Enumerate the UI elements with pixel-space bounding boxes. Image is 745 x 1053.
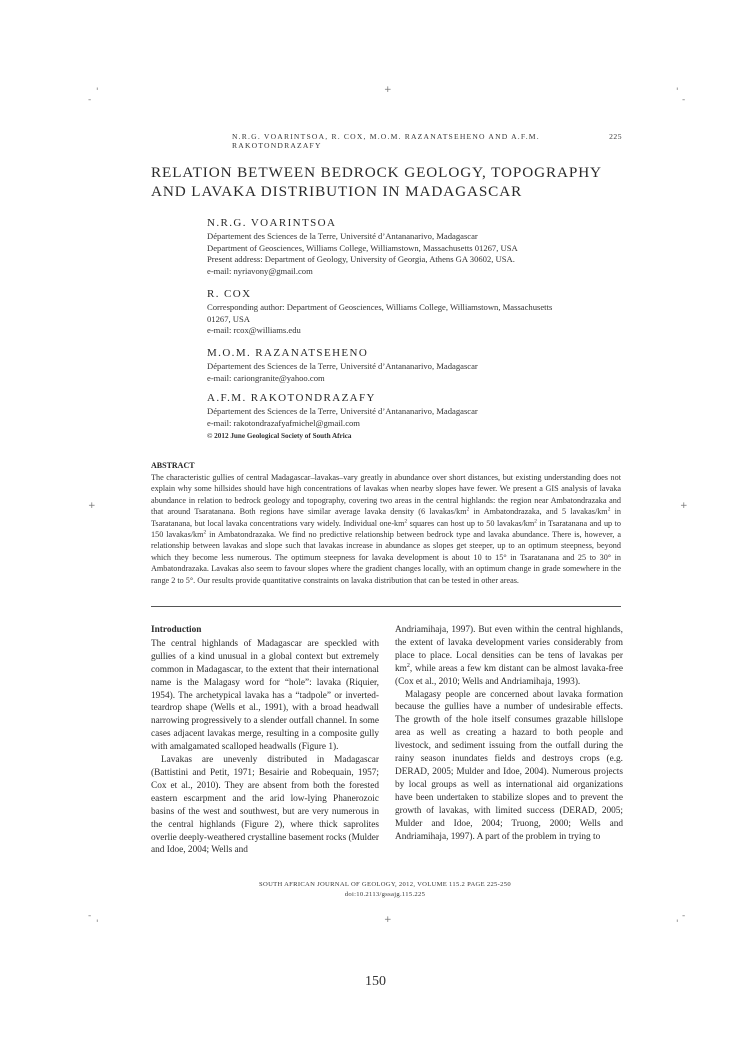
body-paragraph: Malagasy people are concerned about lavaka formation because the gullies have a number of undesirable effects. The growth of the hole itself consumes grazable hillslope area as well as creating a hazard to both people and livestock, and sediment issuing from the outfall during the rainy season inundates fields and destroys crops (e.g. DERAD, 2005; Mulder and Idoe, 2004). Numerous projects by local groups as well as international aid organizations have been undertaken to stabilize slopes and to prevent the growth of lavakas, with limited success (DERAD, 2005; Mulder and Idoe, 2004; Truong, 2000; Wells and Andriamihaja, 1997). A part of the problem in trying to [395,689,623,842]
abstract [151,461,621,586]
affiliation-line: Corresponding author: Department of Geosciences, Williams College, Williamstown, Massachusetts [207,302,553,312]
abstract-heading: ABSTRACT [151,461,195,470]
affiliation-line: Département des Sciences de la Terre, Université d’Antananarivo, Madagascar [207,406,478,416]
registration-mark: + [384,85,392,95]
crop-mark: ' [96,87,99,97]
crop-mark: - [88,911,92,921]
body-paragraph: Lavakas are unevenly distributed in Madagascar (Battistini and Petit, 1971; Besairie and Robequain, 1957; Cox et al., 2010). They are absent from both the forested eastern escarpment and the arid low-lying Phanerozoic basins of the west and southwest, but are very numerous in the central highlands (Figure 2), where thick saprolites overlie deeply-weathered crystalline basement rocks (Mulder and Idoe, 2004; Wells and [151,755,379,856]
author-name: R. COX [207,288,252,300]
copyright-notice: © 2012 June Geological Society of South Africa [207,432,352,440]
body-paragraph: Andriamihaja, 1997). But even within the central highlands, the extent of lavaka development varies considerably from place to place. Local densities can be tens of lavakas per $km^2$, while areas a few km distant can be almost lavaka-free (Cox et al., 2010; Wells and Andriamihaja, 1993). [395,625,623,687]
author-email: e-mail: rcox@williams.edu [207,325,301,336]
running-head-authors: N.R.G. VOARINTSOA, R. COX, M.O.M. RAZANATSEHENO AND A.F.M. RAKOTONDRAZAFY [232,132,540,150]
affiliation-line: Département des Sciences de la Terre, Université d’Antananarivo, Madagascar [207,231,478,241]
section-divider [151,606,621,607]
page-number: 225 [609,132,622,141]
crop-mark: ' [96,919,99,929]
running-head [232,132,622,150]
author-block [207,216,607,277]
registration-mark: + [680,501,688,511]
affiliation-line: 01267, USA [207,313,250,324]
title-line: RELATION BETWEEN BEDROCK GEOLOGY, TOPOGRAPHY [151,164,602,181]
author-name: N.R.G. VOARINTSOA [207,217,337,229]
crop-mark: - [682,911,686,921]
journal-citation: SOUTH AFRICAN JOURNAL OF GEOLOGY, 2012, VOLUME 115.2 PAGE 225-250 [259,881,511,888]
crop-mark: ' [676,87,679,97]
doi: doi:10.2113/gssajg.115.225 [344,891,426,898]
author-name: M.O.M. RAZANATSEHENO [207,347,369,359]
crop-mark: - [88,95,92,105]
affiliation-line: Département des Sciences de la Terre, Université d’Antananarivo, Madagascar [207,361,478,371]
author-block [207,346,607,384]
article-title [151,163,611,201]
registration-mark: + [88,501,96,511]
body-column-left [151,624,379,857]
author-email: e-mail: cariongranite@yahoo.com [207,372,325,383]
section-heading: Introduction [151,625,202,635]
journal-footer [200,880,570,900]
folio-number: 150 [365,974,386,989]
crop-mark: ' [676,919,679,929]
crop-mark: - [682,95,686,105]
body-column-right [395,624,623,843]
author-block [207,287,607,337]
author-name: A.F.M. RAKOTONDRAZAFY [207,392,376,404]
registration-mark: + [384,915,392,925]
author-email: e-mail: nyriavony@gmail.com [207,265,313,276]
title-line: AND LAVAKA DISTRIBUTION IN MADAGASCAR [151,183,523,200]
body-paragraph: The central highlands of Madagascar are speckled with gullies of a kind unusual in a global context but extremely common in Madagascar, to the extent that their international name is the Malagasy word for “hole”: lavaka (Riquier, 1954). The archetypical lavaka has a “tadpole” or inverted-teardrop shape (Wells et al., 1991), with a broad headwall narrowing progressively to a slender outfall channel. In some cases adjacent lavakas merge, resulting in a composite gully with amalgamated scalloped headwalls (Figure 1). [151,638,379,753]
affiliation-line: Department of Geosciences, Williams College, Williamstown, Massachusetts 01267, USA [207,242,518,253]
author-block [207,391,607,429]
affiliation-line: Present address: Department of Geology, University of Georgia, Athens GA 30602, USA. [207,254,515,265]
author-email: e-mail: rakotondrazafyafmichel@gmail.com [207,417,360,428]
abstract-text: The characteristic gullies of central Madagascar–lavakas–vary greatly in abundance over short distances, but existing understanding does not explain why some hillsides should have high concentrations of lavakas when nearby slopes have fewer. We present a GIS analysis of lavaka abundance in relation to bedrock geology and topography, covering two areas in the central highlands: the region near Ambatondrazaka and that around Tsaratanana. Both regions have similar average lavaka density (6 lavakas/$km^2$ in Ambatondrazaka, and 5 lavakas/$km^2$ in Tsaratanana, but local lavaka concentrations vary widely. Individual one-$km^2$ squares can host up to 50 lavakas/$km^2$ in Tsaratanana and up to 150 lavakas/$km^2$ in Ambatondrazaka. We find no predictive relationship between bedrock type and lavaka abundance. There is, however, a relationship between lavakas and slope such that lavakas increase in abundance as slopes get steeper, up to an optimum steepness, beyond which they become less numerous. The optimum steepness for lavaka development is about 10 to 15° in Tsaratanana and 25 to 30° in Ambatondrazaka. Lavakas also seem to favour slopes where the gradient changes locally, with an optimum change in grade somewhere in the range 2 to 5°. Our results provide quantitative constraints on lavaka distribution that can be tested in other areas. [151,473,621,585]
